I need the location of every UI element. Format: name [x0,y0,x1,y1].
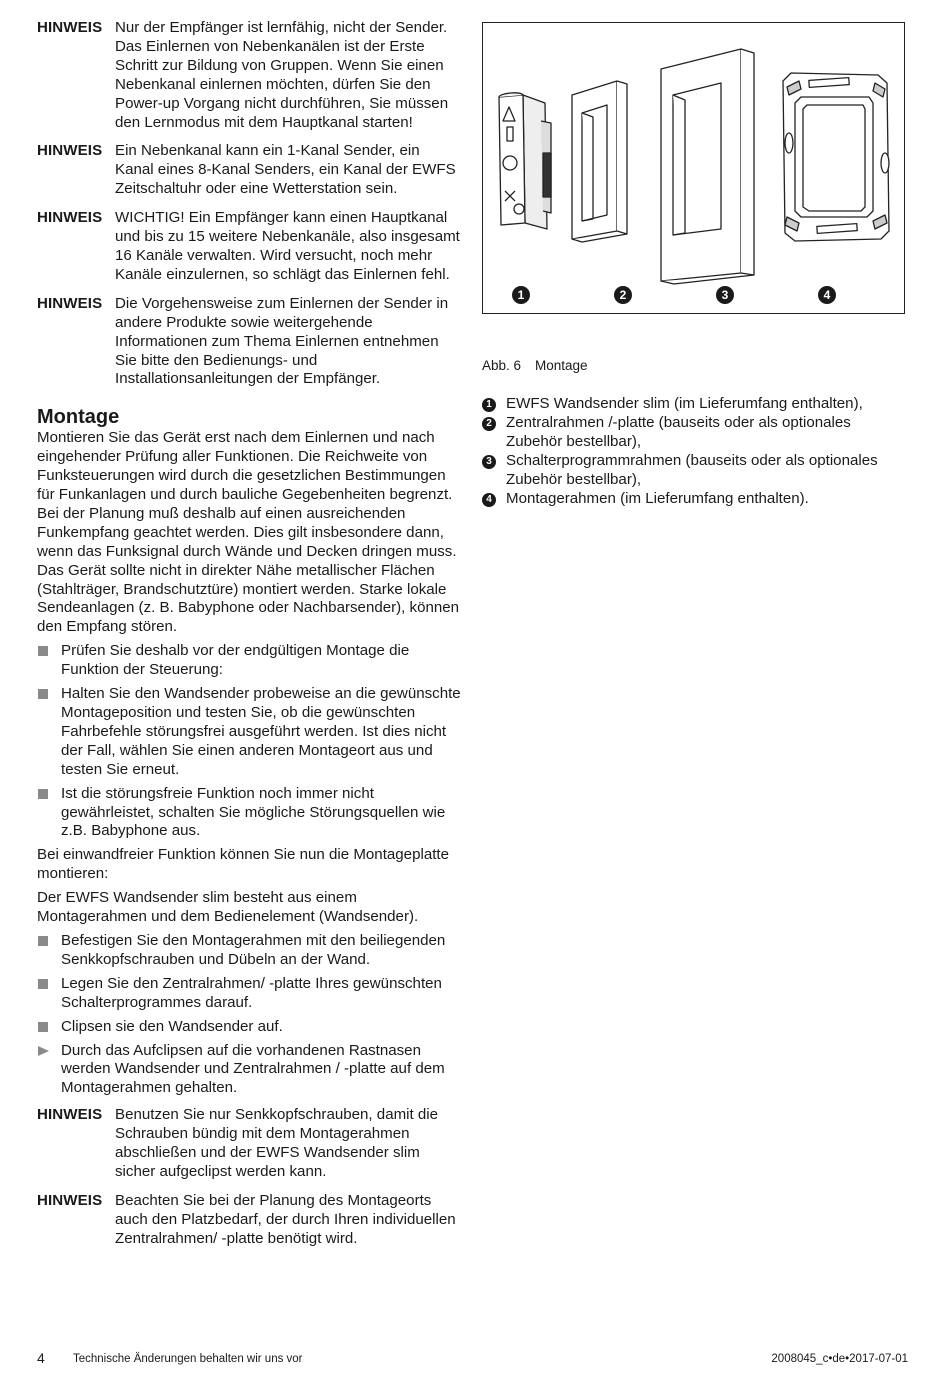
montage-para-2: Bei einwandfreier Funktion können Sie nun die Montageplatte montieren: [37,846,449,883]
test-steps-list [37,642,462,841]
square-bullet-icon [38,789,48,799]
note-secondary-channel [37,142,462,199]
legend-item [482,452,907,490]
note-text: Ein Nebenkanal kann ein 1-Kanal Sender, ein Kanal eines 8-Kanal Senders, ein Kanal der EWFS Zeitschaltuhr oder eine Wetterstation sein. [115,142,456,198]
note-text: WICHTIG! Ein Empfänger kann einen Hauptkanal und bis zu 15 weitere Nebenkanäle, also insgesamt 16 Kanäle verwalten. Wird versucht, noch mehr Kanäle einzulernen, so schlägt das Einlernen fehl. [115,209,460,283]
legend-text: Montagerahmen (im Lieferumfang enthalten). [506,489,809,507]
note-channel-limit [37,209,462,285]
note-label: HINWEIS [37,19,103,36]
note-other-products [37,295,462,390]
triangle-arrow-icon [38,1046,49,1056]
square-bullet-icon [38,936,48,946]
wall-transmitter-drawing [499,93,551,229]
legend-item [482,414,907,452]
note-label: HINWEIS [37,294,103,312]
note-text: Benutzen Sie nur Senkkopfschrauben, damit die Schrauben bündig mit dem Montagerahmen abschließen und der EWFS Wandsender slim sicher aufgeclipst werden kann. [115,1106,439,1180]
note-text: Nur der Empfänger ist lernfähig, nicht der Sender. Das Einlernen von Nebenkanälen ist der Erste Schritt zur Bildung von Gruppen. Wenn Sie einen Nebenkanal einlernen möchten, dürfen Sie den Power-up Vorgang nicht durchführen, Sie müssen den Lernmodus mit dem Hauptkanal starten! [115,19,449,131]
figure-caption [482,358,907,374]
figure-caption-title: Montage [535,358,588,373]
legend-number: 3 [482,455,496,469]
figure-number-1: 1 [512,286,530,304]
legend-item [482,395,907,414]
montage-para-3: Der EWFS Wandsender slim besteht aus einem Montagerahmen und dem Bedienelement (Wandsender). [37,889,419,926]
figure-caption-label: Abb. 6 [482,358,522,373]
central-frame-drawing [572,81,627,242]
figure-number-3: 3 [716,286,734,304]
list-item: Halten Sie den Wandsender probeweise an die gewünschte Montageposition und testen Sie, ob die gewünschten Fahrbefehle störungsfrei ausgeführt werden. Ist dies nicht der Fall, wählen Sie einen anderen Montageort aus und testen Sie erneut. [37,685,462,780]
exploded-assembly-illustration [483,23,904,313]
mounting-frame-drawing [783,73,889,241]
legend-text: Zentralrahmen /-platte (bauseits oder als optionales Zubehör bestellbar), [506,413,851,450]
section-title-montage: Montage [37,406,120,429]
figure-number-4: 4 [818,286,836,304]
figure-legend [482,395,907,508]
legend-number: 1 [482,398,496,412]
square-bullet-icon [38,1022,48,1032]
footer-notice: Technische Änderungen behalten wir uns vor [73,1353,303,1365]
figure-number-2: 2 [614,286,632,304]
square-bullet-icon [38,646,48,656]
page-number: 4 [37,1350,45,1366]
note-label: HINWEIS [37,142,103,160]
legend-text: Schalterprogrammrahmen (bauseits oder als optionales Zubehör bestellbar), [506,451,878,488]
list-item: Ist die störungsfreie Funktion noch immer nicht gewährleistet, schalten Sie mögliche Störungsquellen wie z.B. Babyphone aus. [37,785,462,842]
square-bullet-icon [38,979,48,989]
note-label: HINWEIS [37,1191,103,1209]
list-item: Legen Sie den Zentralrahmen/ -platte Ihres gewünschten Schalterprogrammes darauf. [37,975,462,1013]
note-text: Die Vorgehensweise zum Einlernen der Sender in andere Produkte sowie weitergehende Informationen zum Thema Einlernen entnehmen Sie bitte den Bedienungs- und Installationsanleitungen der Empfänger. [115,294,449,388]
list-item: Prüfen Sie deshalb vor der endgültigen Montage die Funktion der Steuerung: [37,642,462,680]
note-space-requirement [37,1192,462,1249]
list-item-result: Durch das Aufclipsen auf die vorhandenen Rastnasen werden Wandsender und Zentralrahmen / -platte auf dem Montagerahmen gehalten. [37,1042,462,1099]
legend-number: 2 [482,417,496,431]
mounting-steps-list [37,932,462,1098]
left-column [37,19,462,1259]
montage-intro: Montieren Sie das Gerät erst nach dem Einlernen und nach eingehender Prüfung aller Funktionen. Die Reichweite von Funksteuerungen wird durch die gesetzlichen Bestimmungen für Funkanlagen und durch bauliche Gegebenheiten begrenzt. Bei der Planung muß deshalb auf einen ausreichenden Funkempfang geachtet werden. Dies gilt insbesondere dann, wenn das Funksignal durch Wände und Decken dringen muss. Das Gerät sollte nicht in direkter Nähe metallischer Flächen (Stahlträger, Brandschutztüre) montiert werden. Starke lokale Sendeanlagen (z. B. Babyphone oder Nachbarsender), können den Empfang stören. [37,429,460,636]
legend-item [482,490,907,509]
switch-frame-drawing [661,49,754,284]
list-item: Befestigen Sie den Montagerahmen mit den beiliegenden Senkkopfschrauben und Dübeln an der Wand. [37,932,462,970]
note-countersunk-screws [37,1106,462,1182]
legend-text: EWFS Wandsender slim (im Lieferumfang enthalten), [506,395,863,412]
square-bullet-icon [38,689,48,699]
document-id: 2008045_c•de•2017-07-01 [771,1353,908,1365]
montage-figure [482,22,905,314]
note-label: HINWEIS [37,1106,103,1124]
right-column [482,22,907,508]
list-item: Clipsen sie den Wandsender auf. [37,1018,462,1037]
note-text: Beachten Sie bei der Planung des Montageorts auch den Platzbedarf, der durch Ihren individuellen Zentralrahmen/ -platte benötigt wird. [115,1191,456,1247]
note-label: HINWEIS [37,209,103,227]
note-learning-receiver [37,19,462,132]
legend-number: 4 [482,493,496,507]
